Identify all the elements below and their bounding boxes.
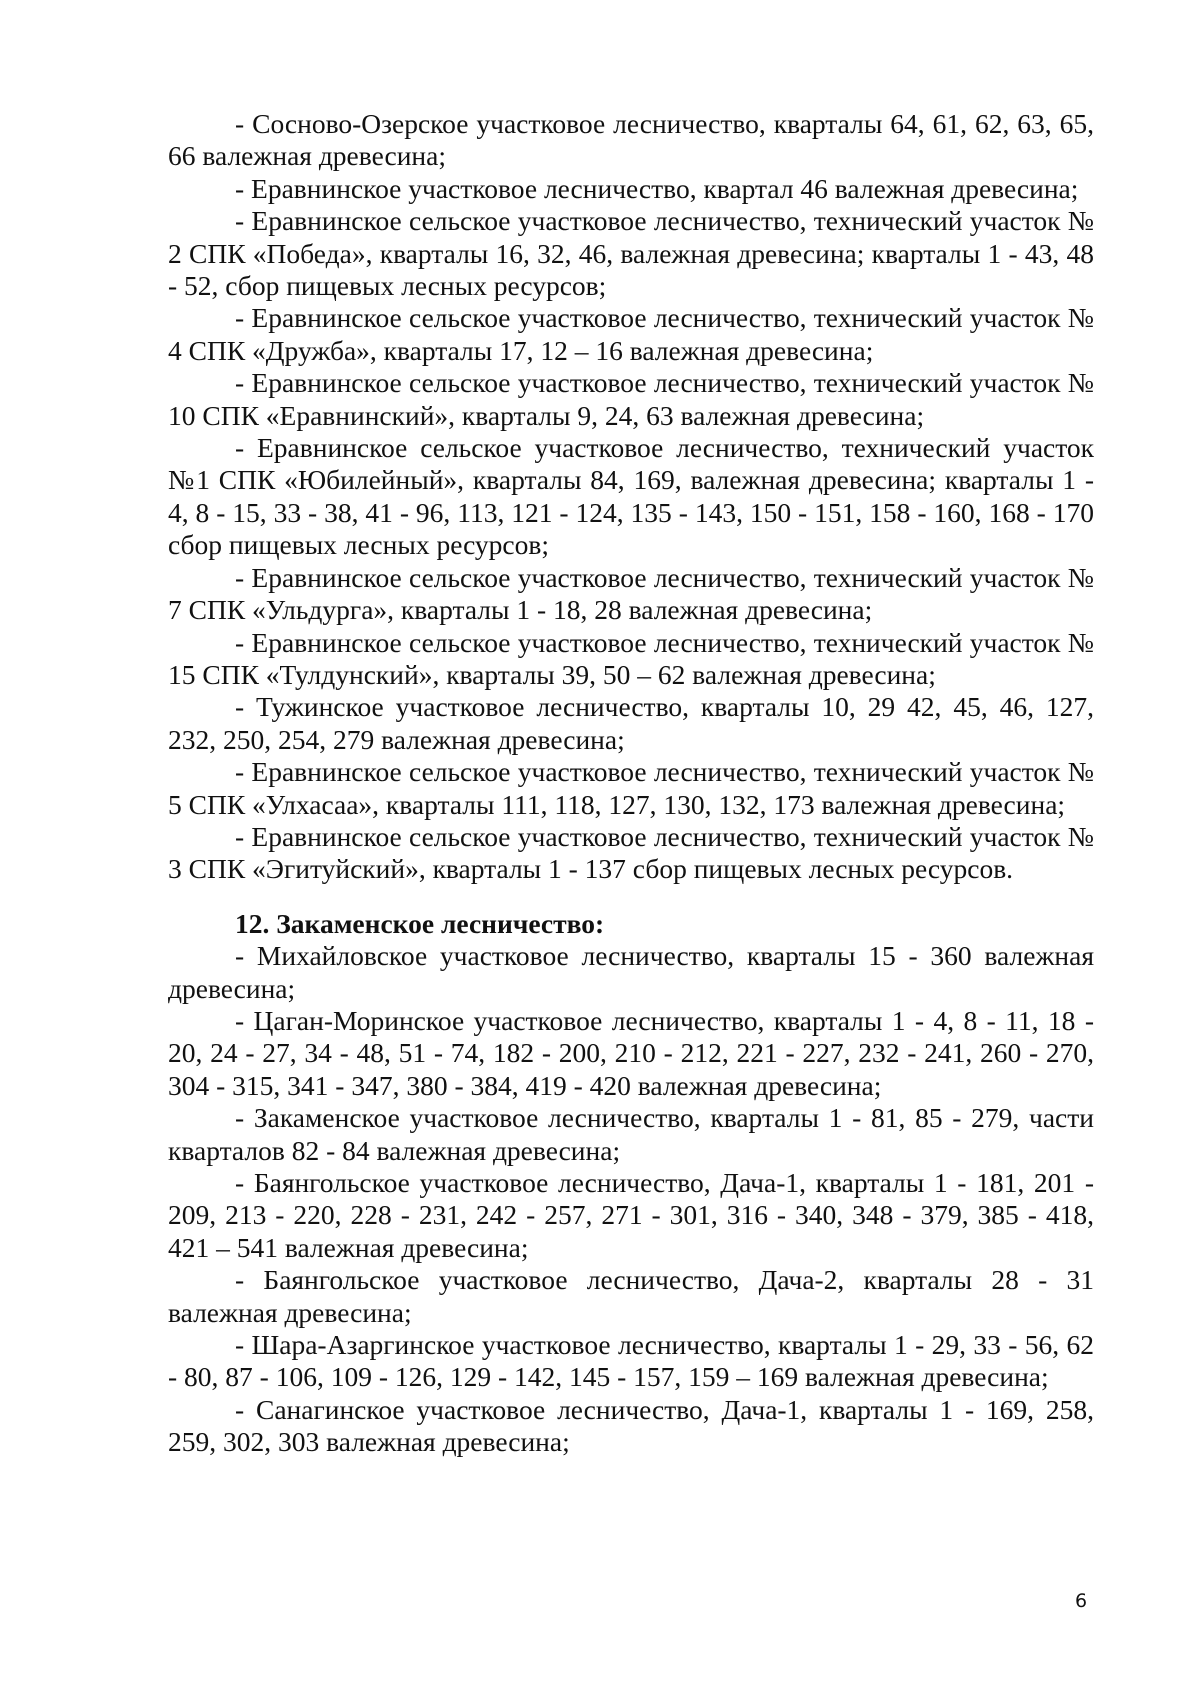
list-item: - Баянгольское участковое лесничество, Дача-1, кварталы 1 - 181, 201 - 209, 213 - 220, 228 - 231, 242 - 257, 271 - 301, 316 - 340, 348 - 379, 385 - 418, 421 – 541 валежная древесина; [168,1167,1094,1263]
list-item: - Еравнинское сельское участковое лесничество, технический участок № 4 СПК «Дружба», кварталы 17, 12 – 16 валежная древесина; [168,302,1094,366]
list-item: - Шара-Азаргинское участковое лесничество, кварталы 1 - 29, 33 - 56, 62 - 80, 87 - 106, 109 - 126, 129 - 142, 145 - 157, 159 – 169 валежная древесина; [168,1329,1094,1393]
list-item: - Еравнинское сельское участковое лесничество, технический участок № 7 СПК «Ульдурга», кварталы 1 - 18, 28 валежная древесина; [168,561,1094,626]
list-item: - Еравнинское сельское участковое лесничество, технический участок № 3 СПК «Эгитуйский», кварталы 1 - 137 сбор пищевых лесных ресурсов. [168,820,1094,885]
list-item: - Цаган-Моринское участковое лесничество, кварталы 1 - 4, 8 - 11, 18 - 20, 24 - 27, 34 - 48, 51 - 74, 182 - 200, 210 - 212, 221 - 227, 232 - 241, 260 - 270, 304 - 315, 341 - 347, 380 - 384, 419 - 420 валежная древесина; [168,1004,1094,1101]
list-item: - Сосново-Озерское участковое лесничество, кварталы 64, 61, 62, 63, 65, 66 валежная древесина; [168,108,1094,172]
section-heading: 12. Закаменское лесничество: [235,907,605,939]
document-page [168,108,1094,1459]
list-item: - Баянгольское участковое лесничество, Дача-2, кварталы 28 - 31 валежная древесина; [168,1264,1094,1328]
list-item: - Еравнинское сельское участковое лесничество, технический участок № 2 СПК «Победа», кварталы 16, 32, 46, валежная древесина; кварталы 1 - 43, 48 - 52, сбор пищевых лесных ресурсов; [168,205,1094,302]
list-item: - Еравнинское сельское участковое лесничество, технический участок № 10 СПК «Еравнинский», кварталы 9, 24, 63 валежная древесина; [168,367,1094,431]
list-item: - Закаменское участковое лесничество, кварталы 1 - 81, 85 - 279, части кварталов 82 - 84 валежная древесина; [168,1102,1094,1166]
list-item: - Санагинское участковое лесничество, Дача-1, кварталы 1 - 169, 258, 259, 302, 303 валежная древесина; [168,1393,1094,1458]
list-item: - Еравнинское участковое лесничество, квартал 46 валежная древесина; [235,172,1079,204]
list-item: - Еравнинское сельское участковое лесничество, технический участок № 5 СПК «Улхасаа», кварталы 111, 118, 127, 130, 132, 173 валежная древесина; [168,756,1094,820]
list-item: - Тужинское участковое лесничество, кварталы 10, 29 42, 45, 46, 127, 232, 250, 254, 279 валежная древесина; [168,691,1094,755]
list-item: - Еравнинское сельское участковое лесничество, технический участок № 15 СПК «Тулдунский», кварталы 39, 50 – 62 валежная древесина; [168,626,1094,690]
list-item: - Михайловское участковое лесничество, кварталы 15 - 360 валежная древесина; [168,940,1094,1004]
page-number: 6 [1075,1590,1088,1612]
list-item: - Еравнинское сельское участковое лесничество, технический участок №1 СПК «Юбилейный», кварталы 84, 169, валежная древесина; кварталы 1 - 4, 8 - 15, 33 - 38, 41 - 96, 113, 121 - 124, 135 - 143, 150 - 151, 158 - 160, 168 - 170 сбор пищевых лесных ресурсов; [168,432,1094,561]
